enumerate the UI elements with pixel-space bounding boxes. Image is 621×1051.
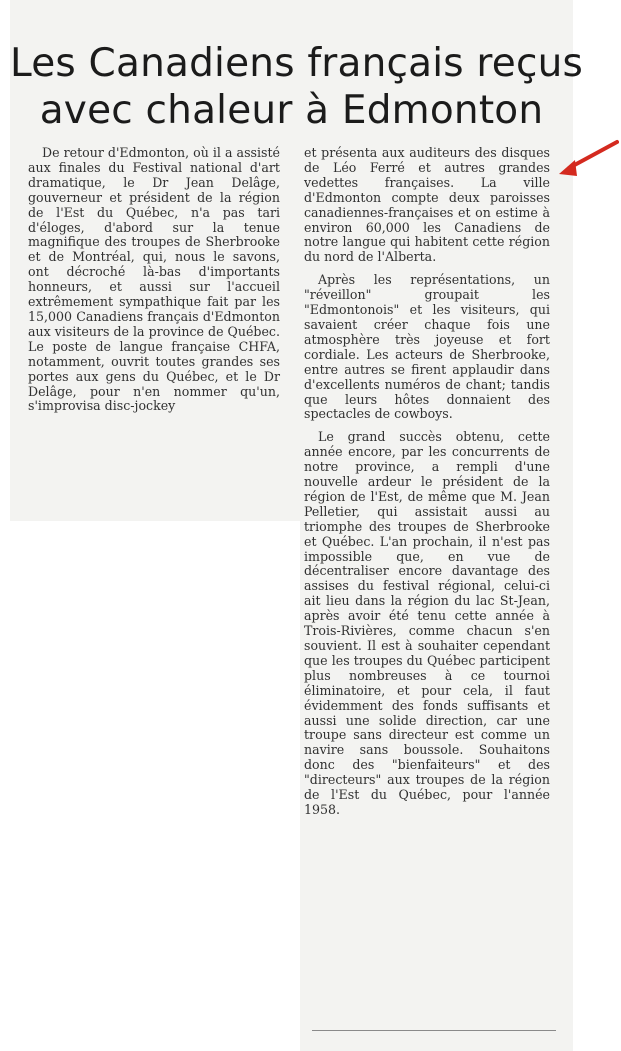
red-arrow-icon (555, 138, 619, 186)
paragraph-right-2: Après les représentations, un "réveillon" groupait les "Edmontonois" et les visiteurs, qui savaient créer chaque fois une atmosphère très joyeuse et fort cordiale. Les acteurs de Sherbrooke, entre autres se firent applaudir dans d'excellents numéros de chant; tandis que leurs hôtes donnaient des spectacles de cowboys. (304, 272, 550, 422)
paragraph-right-1: et présenta aux auditeurs des disques de Léo Ferré et autres grandes vedettes françaises. La ville d'Edmonton compte deux paroisses canadiennes-françaises et on estime à environ 60,000 les Canadiens de notre langue qui habitent cette région du nord de l'Alberta. (304, 145, 550, 265)
paragraph-left-1: De retour d'Edmonton, où il a assisté aux finales du Festival national d'art dramatique, le Dr Jean Delâge, gouverneur et président de la région de l'Est du Québec, n'a pas tari d'éloges, d'abord sur la tenue magnifique des troupes de Sherbrooke et de Montréal, qui, nous le savons, ont décroché là-bas d'importants honneurs, et aussi sur l'accueil extrêmement sympathique fait par les 15,000 Canadiens français d'Edmonton aux visiteurs de la province de Québec. Le poste de langue française CHFA, notamment, ouvrit toutes grandes ses portes aux gens du Québec, et le Dr Delâge, pour n'en nommer qu'un, s'improvisa disc-jockey (28, 145, 280, 414)
paragraph-right-3: Le grand succès obtenu, cette année encore, par les concurrents de notre province, a rempli d'une nouvelle ardeur le président de la région de l'Est, de même que M. Jean Pelletier, qui assistait aussi au triomphe des troupes de Sherbrooke et Québec. L'an prochain, il n'est pas impossible que, en vue de décentraliser encore davantage des assises du festival régional, celui-ci ait lieu dans la région du lac St-Jean, après avoir été tenu cette année à Trois-Rivières, comme chacun s'en souvient. Il est à souhaiter cependant que les troupes du Québec participent plus nombreuses à ce tournoi éliminatoire, et pour cela, il faut évidemment des fonds suffisants et aussi une solide direction, car une troupe sans directeur est comme un navire sans boussole. Souhaitons donc des "bienfaiteurs" et des "directeurs" aux troupes de la région de l'Est du Québec, pour l'année 1958. (304, 429, 550, 817)
article-column-right (304, 146, 550, 818)
column-end-rule (312, 1030, 556, 1031)
article-column-left (28, 146, 280, 414)
article-headline (10, 40, 584, 134)
headline-line-2: avec chaleur à Edmonton (39, 88, 544, 133)
headline-line-1: Les Canadiens français reçus (10, 41, 584, 86)
